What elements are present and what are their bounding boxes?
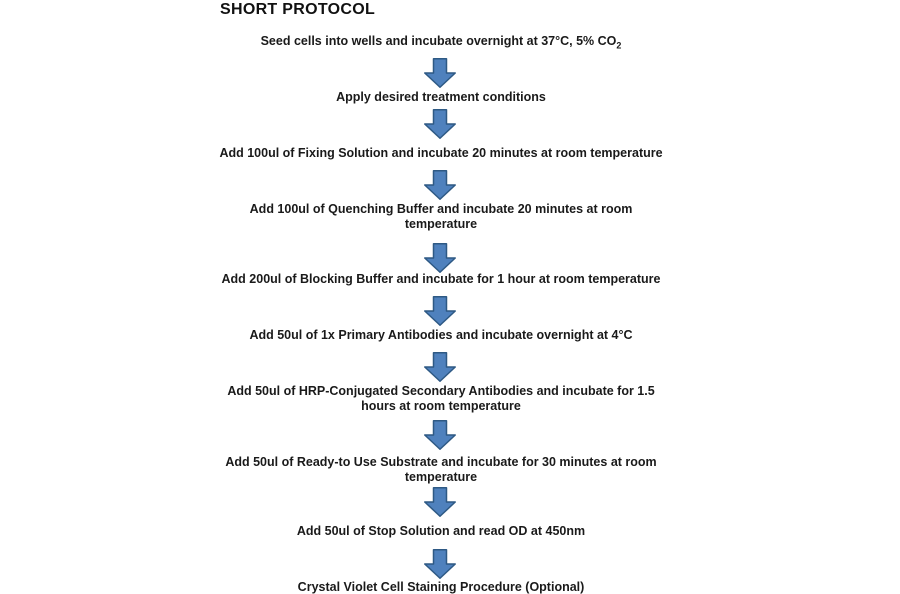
step-blocking-buffer bbox=[141, 272, 741, 287]
step-substrate bbox=[141, 455, 741, 485]
step-text: Add 50ul of HRP-Conjugated Secondary Antibodies and incubate for 1.5 bbox=[227, 384, 655, 398]
step-text: Add 50ul of Stop Solution and read OD at 450nm bbox=[296, 524, 586, 538]
step-text: temperature bbox=[404, 470, 478, 484]
step-text: Add 100ul of Fixing Solution and incubate 20 minutes at room temperature bbox=[219, 146, 663, 160]
page-title: SHORT PROTOCOL bbox=[220, 1, 376, 18]
down-arrow-icon bbox=[424, 109, 456, 139]
step-text: Crystal Violet Cell Staining Procedure (Optional) bbox=[297, 580, 585, 594]
step-text: temperature bbox=[404, 217, 478, 231]
step-fixing-solution bbox=[141, 146, 741, 161]
down-arrow-icon bbox=[424, 487, 456, 517]
down-arrow-icon bbox=[424, 549, 456, 579]
step-quenching-buffer bbox=[141, 202, 741, 232]
step-seed-cells bbox=[141, 34, 741, 49]
step-text: Seed cells into wells and incubate overnight at 37°C, 5% CO bbox=[260, 34, 617, 48]
down-arrow-icon bbox=[424, 296, 456, 326]
step-crystal-violet bbox=[141, 580, 741, 594]
step-primary-antibodies bbox=[141, 328, 741, 343]
down-arrow-icon bbox=[424, 243, 456, 273]
co2-subscript: 2 bbox=[616, 40, 622, 51]
step-text: Add 50ul of 1x Primary Antibodies and incubate overnight at 4°C bbox=[249, 328, 633, 342]
step-text: Apply desired treatment conditions bbox=[336, 90, 546, 104]
step-apply-treatment bbox=[141, 90, 741, 105]
step-text: Add 100ul of Quenching Buffer and incubate 20 minutes at room bbox=[249, 202, 633, 216]
step-stop-solution bbox=[141, 524, 741, 539]
step-text: Add 200ul of Blocking Buffer and incubate for 1 hour at room temperature bbox=[221, 272, 661, 286]
step-text: hours at room temperature bbox=[361, 399, 521, 413]
down-arrow-icon bbox=[424, 420, 456, 450]
down-arrow-icon bbox=[424, 352, 456, 382]
step-text: Add 50ul of Ready-to Use Substrate and incubate for 30 minutes at room bbox=[225, 455, 657, 469]
down-arrow-icon bbox=[424, 170, 456, 200]
step-secondary-antibodies bbox=[141, 384, 741, 414]
down-arrow-icon bbox=[424, 58, 456, 88]
